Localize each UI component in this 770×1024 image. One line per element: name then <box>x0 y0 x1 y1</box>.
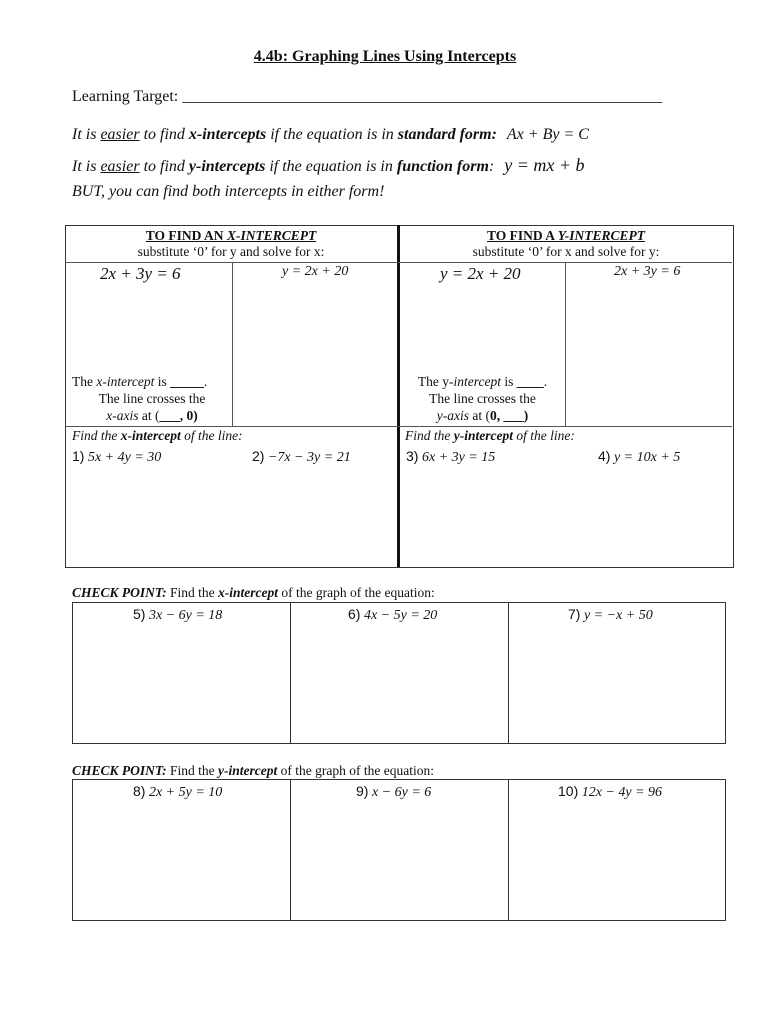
checkpoint-2-label: CHECK POINT: Find the y-intercept of the graph of the equation: <box>72 763 434 778</box>
x-intercept-header: TO FIND AN X-INTERCEPT substitute ‘0’ for y and solve for x: <box>137 228 325 259</box>
example-right-1: y = 2x + 20 <box>440 264 521 283</box>
table-center-divider <box>397 225 400 567</box>
answer-cell <box>291 780 509 920</box>
page-title: 4.4b: Graphing Lines Using Intercepts <box>253 48 517 65</box>
problem-9: 9) x − 6y = 6 <box>356 783 432 800</box>
example-left-1: 2x + 3y = 6 <box>100 264 181 283</box>
problem-2: 2) −7x − 3y = 21 <box>252 448 351 465</box>
intro-line-3: BUT, you can find both intercepts in either form! <box>72 183 385 200</box>
standard-form-equation: Ax + By = C <box>506 126 589 143</box>
example-left-2: y = 2x + 20 <box>282 264 349 279</box>
header-divider <box>65 262 732 263</box>
problem-4: 4) y = 10x + 5 <box>598 448 681 465</box>
y-intercept-header: TO FIND A Y-INTERCEPT substitute ‘0’ for x and solve for y: <box>472 228 660 259</box>
x-intercept-note: The x-intercept is _____. The line crosses the x-axis at (___, 0) <box>72 374 208 423</box>
learning-target: Learning Target: ____________________________________________________________ <box>72 88 663 105</box>
function-form-equation: y = mx + b <box>504 155 585 175</box>
mid-divider <box>65 426 732 427</box>
problem-8: 8) 2x + 5y = 10 <box>133 783 223 800</box>
checkpoint-1-label: CHECK POINT: Find the x-intercept of the graph of the equation: <box>72 585 435 600</box>
problem-3: 3) 6x + 3y = 15 <box>406 448 496 465</box>
problem-5: 5) 3x − 6y = 18 <box>133 606 223 623</box>
right-example-divider <box>565 262 566 426</box>
answer-cell <box>291 603 509 743</box>
y-intercept-note: The y-intercept is ____. The line crosses the y-axis at (0, ___) <box>417 374 548 423</box>
intro-line-1: It is easier to find x-intercepts if the equation is in standard form: Ax + By = C <box>72 126 589 143</box>
intro-line-2: It is easier to find y-intercepts if the equation is in function form: y = mx + b <box>72 155 585 175</box>
left-example-divider <box>232 262 233 426</box>
find-x-prompt: Find the x-intercept of the line: <box>72 428 243 443</box>
problem-7: 7) y = −x + 50 <box>568 606 653 623</box>
problem-1: 1) 5x + 4y = 30 <box>72 448 162 465</box>
example-right-2: 2x + 3y = 6 <box>614 264 681 279</box>
problem-6: 6) 4x − 5y = 20 <box>348 606 438 623</box>
find-y-prompt: Find the y-intercept of the line: <box>405 428 575 443</box>
problem-10: 10) 12x − 4y = 96 <box>558 783 663 800</box>
answer-cell <box>73 603 291 743</box>
answer-cell <box>73 780 291 920</box>
